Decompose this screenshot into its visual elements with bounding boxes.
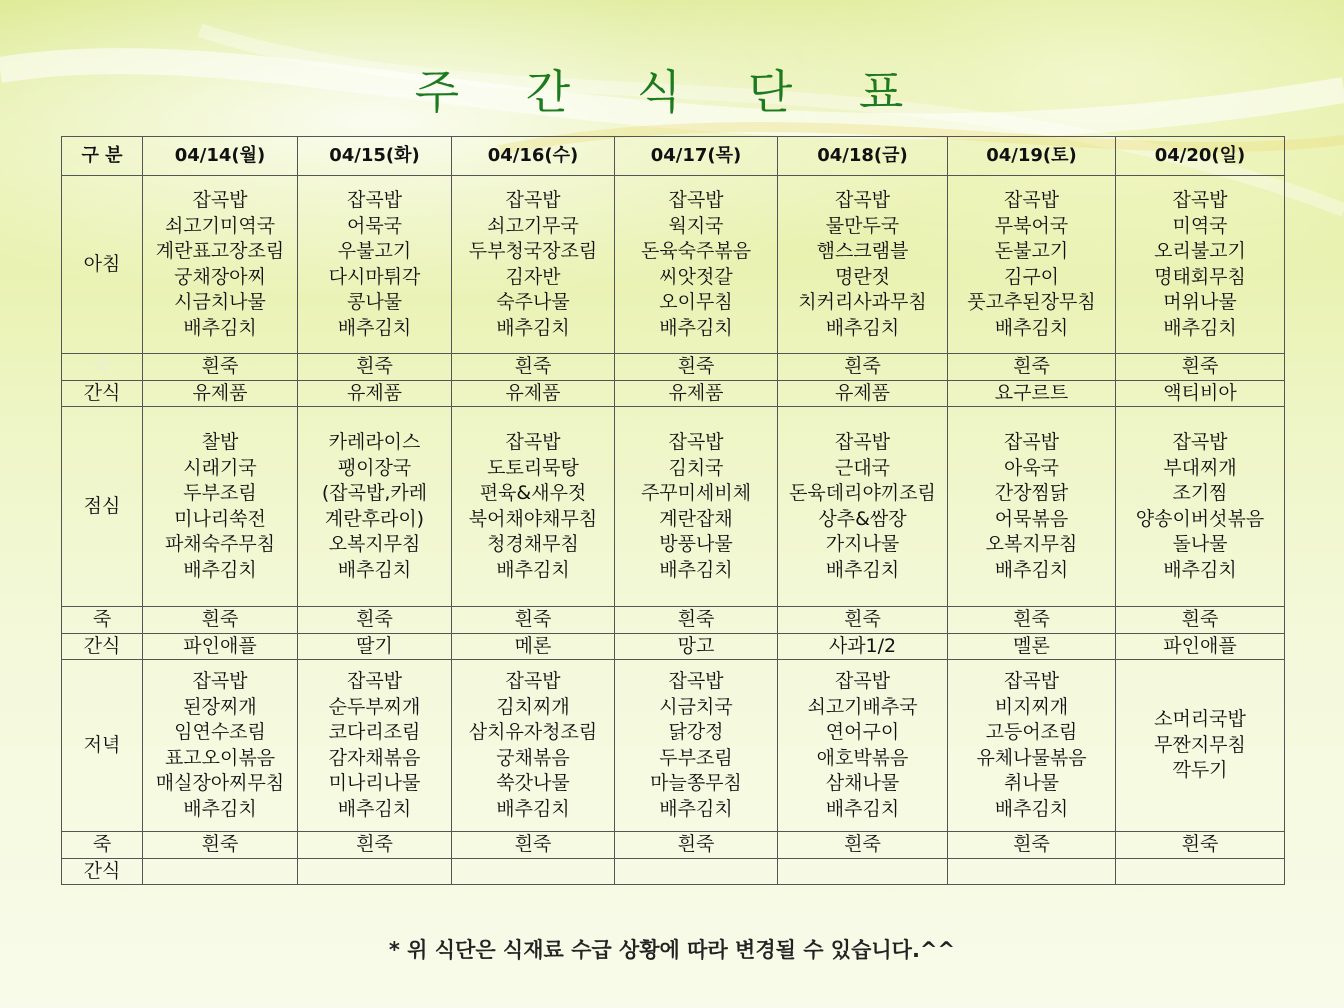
- menu-item: 상추&쌈장: [818, 507, 907, 530]
- menu-item: 돈육데리야끼조림: [789, 482, 936, 504]
- menu-item: 김치찌개: [496, 695, 570, 718]
- snack-cell: [143, 858, 298, 885]
- menu-item: 배추김치: [659, 316, 733, 339]
- menu-item: 잡곡밥: [346, 670, 403, 692]
- menu-cell: [143, 407, 298, 607]
- menu-item: 잡곡밥: [505, 431, 561, 453]
- porridge-cell: 흰죽: [298, 832, 452, 859]
- row-label-porridge: 죽: [62, 354, 143, 381]
- menu-item: 오리불고기: [1154, 240, 1246, 262]
- porridge-cell: 흰죽: [615, 832, 778, 859]
- menu-item: 배추김치: [337, 797, 412, 820]
- menu-cell: [778, 407, 948, 607]
- menu-item: 두부조림: [659, 746, 733, 769]
- menu-item: 잡곡밥: [834, 189, 891, 211]
- snack-cell: 액티비아: [1116, 380, 1285, 407]
- menu-cell: [298, 407, 452, 607]
- footnote: * 위 식단은 식재료 수급 상황에 따라 변경될 수 있습니다.^^: [388, 938, 956, 962]
- menu-item: 아욱국: [1003, 456, 1060, 479]
- menu-item: 돈육숙주볶음: [640, 240, 752, 262]
- menu-item: 카레라이스: [328, 431, 421, 453]
- menu-item: 어묵국: [346, 214, 403, 237]
- menu-item: 잡곡밥: [1003, 670, 1060, 692]
- menu-item: 웍지국: [668, 214, 724, 237]
- snack-cell: 딸기: [298, 633, 452, 660]
- menu-item: 배추김치: [496, 558, 570, 581]
- menu-item: 배추김치: [496, 797, 570, 820]
- menu-cell: [143, 660, 298, 832]
- snack-cell: 멜론: [948, 633, 1116, 660]
- menu-item: 잡곡밥: [1003, 431, 1060, 453]
- menu-item: 잡곡밥: [834, 431, 891, 453]
- snack-cell: 유제품: [778, 380, 948, 407]
- menu-item: 쇠고기배추국: [807, 695, 918, 718]
- day-header: 04/14(월): [143, 137, 298, 176]
- row-label-snack: 간식: [62, 633, 143, 660]
- menu-item: 계란표고장조림: [155, 240, 285, 262]
- menu-item: 잡곡밥: [1172, 431, 1228, 453]
- porridge-cell: 흰죽: [1116, 354, 1285, 381]
- menu-item: 우불고기: [337, 240, 412, 262]
- menu-item: 배추김치: [825, 797, 900, 820]
- porridge-cell: 흰죽: [298, 607, 452, 634]
- menu-item: 치커리사과무침: [798, 291, 927, 313]
- menu-cell: [948, 176, 1116, 354]
- menu-item: 배추김치: [994, 558, 1069, 581]
- porridge-cell: 흰죽: [778, 607, 948, 634]
- menu-item: 무북어국: [994, 214, 1069, 237]
- row-label-snack: 간식: [62, 380, 143, 407]
- menu-item: 명란젓: [834, 265, 891, 288]
- menu-item: 두부조림: [183, 482, 257, 504]
- menu-item: 연어구이: [825, 721, 900, 743]
- porridge-cell: 흰죽: [615, 607, 778, 634]
- menu-item: 씨앗젓갈: [659, 265, 733, 288]
- row-label-lunch: 점심: [62, 407, 143, 607]
- menu-item: 주꾸미세비체: [640, 482, 752, 504]
- porridge-cell: 흰죽: [948, 607, 1116, 634]
- menu-item: 김치국: [668, 456, 724, 479]
- menu-item: 오이무침: [659, 291, 733, 313]
- porridge-cell: 흰죽: [143, 832, 298, 859]
- menu-item: 오복지무침: [328, 533, 421, 555]
- menu-item: 잡곡밥: [1172, 189, 1228, 211]
- menu-item: 시래기국: [183, 456, 257, 479]
- breakfast-row: [62, 176, 1285, 354]
- menu-item: 미역국: [1172, 214, 1228, 237]
- porridge-cell: 흰죽: [1116, 832, 1285, 859]
- menu-cell: [452, 660, 615, 832]
- menu-item: 쇠고기미역국: [164, 214, 276, 237]
- menu-item: 잡곡밥: [192, 189, 248, 211]
- menu-item: 미나리나물: [328, 772, 421, 794]
- menu-item: 배추김치: [337, 316, 412, 339]
- menu-item: 배추김치: [994, 316, 1069, 339]
- menu-item: 배추김치: [1163, 558, 1237, 581]
- menu-item: 김자반: [505, 265, 561, 288]
- menu-item: 무짠지무침: [1154, 733, 1246, 756]
- day-header: 04/17(목): [615, 137, 778, 176]
- menu-item: 청경채무침: [487, 533, 579, 555]
- menu-item: 비지찌개: [994, 695, 1069, 718]
- menu-item: 잡곡밥: [668, 431, 724, 453]
- menu-item: 조기찜: [1172, 482, 1228, 504]
- menu-item: 배추김치: [994, 797, 1069, 820]
- menu-cell: [948, 660, 1116, 832]
- menu-item: 돈불고기: [994, 240, 1069, 262]
- snack-cell: 유제품: [143, 380, 298, 407]
- porridge-cell: 흰죽: [948, 832, 1116, 859]
- menu-item: 잡곡밥: [505, 670, 561, 692]
- dinner-snack-row: [62, 858, 1285, 885]
- menu-item: 계란후라이): [324, 507, 425, 530]
- menu-item: 간장찜닭: [994, 482, 1069, 504]
- menu-item: 편육&새우젓: [479, 482, 587, 504]
- snack-cell: 유제품: [615, 380, 778, 407]
- header-label: 구 분: [62, 137, 143, 176]
- porridge-cell: 흰죽: [615, 354, 778, 381]
- page-title: 주 간 식 단 표: [414, 65, 930, 119]
- menu-item: 배추김치: [825, 558, 900, 581]
- menu-item: 오복지무침: [985, 533, 1078, 555]
- breakfast-snack-row: [62, 380, 1285, 407]
- menu-item: 숙주나물: [496, 291, 570, 313]
- menu-cell: [452, 176, 615, 354]
- menu-item: 배추김치: [183, 558, 257, 581]
- header-row: [62, 137, 1285, 176]
- menu-cell: [615, 407, 778, 607]
- menu-item: 콩나물: [346, 291, 403, 313]
- menu-item: 유체나물볶음: [976, 746, 1087, 769]
- day-header: 04/16(수): [452, 137, 615, 176]
- menu-item: 애호박볶음: [816, 746, 909, 769]
- menu-item: 깍두기: [1172, 759, 1228, 782]
- menu-item: 매실장아찌무침: [155, 772, 285, 794]
- menu-item: 잡곡밥: [192, 670, 248, 692]
- menu-item: 배추김치: [1163, 316, 1237, 339]
- porridge-cell: 흰죽: [778, 354, 948, 381]
- menu-item: 고등어조림: [985, 721, 1078, 743]
- menu-item: 잡곡밥: [346, 189, 403, 211]
- menu-item: 풋고추된장무침: [967, 291, 1096, 313]
- menu-item: 미나리쑥전: [174, 507, 266, 530]
- menu-item: 잡곡밥: [505, 189, 561, 211]
- snack-cell: 메론: [452, 633, 615, 660]
- porridge-cell: 흰죽: [452, 354, 615, 381]
- menu-item: 물만두국: [825, 214, 900, 237]
- porridge-cell: 흰죽: [778, 832, 948, 859]
- menu-item: 김구이: [1003, 265, 1060, 288]
- snack-cell: 요구르트: [948, 380, 1116, 407]
- menu-cell: [298, 176, 452, 354]
- menu-item: 두부청국장조림: [468, 240, 598, 262]
- porridge-cell: 흰죽: [298, 354, 452, 381]
- menu-item: 근대국: [834, 456, 891, 479]
- snack-cell: [778, 858, 948, 885]
- menu-item: 궁채볶음: [496, 746, 570, 769]
- menu-item: 머위나물: [1163, 291, 1237, 313]
- menu-item: 시금치국: [659, 695, 733, 718]
- menu-cell: [298, 660, 452, 832]
- menu-item: 소머리국밥: [1154, 708, 1246, 731]
- dinner-porridge-row: [62, 832, 1285, 859]
- day-header: 04/18(금): [778, 137, 948, 176]
- snack-cell: [298, 858, 452, 885]
- row-label-snack: 간식: [62, 858, 143, 885]
- menu-item: 쇠고기무국: [487, 214, 579, 237]
- snack-cell: [948, 858, 1116, 885]
- menu-item: 파채숙주무침: [164, 533, 276, 555]
- menu-item: 가지나물: [825, 533, 900, 555]
- porridge-cell: 흰죽: [143, 354, 298, 381]
- menu-item: 감자채볶음: [328, 746, 421, 769]
- menu-item: 햄스크램블: [816, 240, 909, 262]
- row-label-porridge: 죽: [62, 832, 143, 859]
- porridge-cell: 흰죽: [452, 832, 615, 859]
- menu-cell: [778, 660, 948, 832]
- menu-cell: [452, 407, 615, 607]
- menu-item: 마늘쫑무침: [650, 772, 742, 794]
- menu-item: 취나물: [1003, 772, 1060, 794]
- menu-item: 배추김치: [659, 797, 733, 820]
- snack-cell: [615, 858, 778, 885]
- menu-item: 북어채야채무침: [468, 507, 598, 530]
- snack-cell: 파인애플: [143, 633, 298, 660]
- menu-item: 잡곡밥: [1003, 189, 1060, 211]
- snack-cell: 유제품: [452, 380, 615, 407]
- menu-cell: [143, 176, 298, 354]
- menu-item: 양송이버섯볶음: [1135, 507, 1265, 530]
- row-label-breakfast: 아침: [62, 176, 143, 354]
- menu-item: 배추김치: [496, 316, 570, 339]
- menu-item: 돌나물: [1172, 533, 1228, 555]
- menu-item: 팽이장국: [337, 456, 412, 479]
- snack-cell: [1116, 858, 1285, 885]
- menu-cell: [778, 176, 948, 354]
- menu-item: 배추김치: [183, 316, 257, 339]
- menu-item: 순두부찌개: [328, 695, 421, 718]
- menu-item: 삼채나물: [825, 772, 900, 794]
- menu-item: 닭강정: [668, 721, 724, 743]
- lunch-snack-row: [62, 633, 1285, 660]
- menu-item: 방풍나물: [659, 533, 733, 555]
- menu-item: 잡곡밥: [834, 670, 891, 692]
- menu-item: 삼치유자청조림: [468, 721, 598, 743]
- menu-item: 명태회무침: [1154, 265, 1246, 288]
- porridge-cell: 흰죽: [1116, 607, 1285, 634]
- menu-item: 궁채장아찌: [174, 265, 266, 288]
- snack-cell: 망고: [615, 633, 778, 660]
- menu-item: 된장찌개: [183, 695, 257, 718]
- porridge-cell: 흰죽: [452, 607, 615, 634]
- dinner-row: [62, 660, 1285, 832]
- menu-item: 코다리조림: [328, 721, 421, 743]
- menu-cell: [948, 407, 1116, 607]
- snack-cell: 파인애플: [1116, 633, 1285, 660]
- menu-item: 배추김치: [825, 316, 900, 339]
- menu-item: 찰밥: [201, 431, 239, 453]
- menu-cell: [1116, 660, 1285, 832]
- day-header: 04/15(화): [298, 137, 452, 176]
- lunch-porridge-row: [62, 607, 1285, 634]
- menu-item: 표고오이볶음: [164, 746, 276, 769]
- snack-cell: [452, 858, 615, 885]
- menu-item: 쑥갓나물: [496, 772, 570, 794]
- menu-item: 부대찌개: [1163, 456, 1237, 479]
- menu-cell: [615, 176, 778, 354]
- menu-item: 시금치나물: [174, 291, 266, 313]
- menu-item: 어묵볶음: [994, 507, 1069, 530]
- menu-item: 임연수조림: [174, 721, 266, 743]
- menu-cell: [1116, 176, 1285, 354]
- menu-item: 잡곡밥: [668, 189, 724, 211]
- porridge-cell: 흰죽: [948, 354, 1116, 381]
- menu-item: 계란잡채: [659, 507, 733, 530]
- day-header: 04/20(일): [1116, 137, 1285, 176]
- menu-item: (잡곡밥,카레: [321, 482, 428, 504]
- menu-item: 잡곡밥: [668, 670, 724, 692]
- menu-cell: [615, 660, 778, 832]
- menu-table: [61, 136, 1285, 885]
- menu-item: 배추김치: [183, 797, 257, 820]
- row-label-dinner: 저녁: [62, 660, 143, 832]
- menu-cell: [1116, 407, 1285, 607]
- menu-item: 배추김치: [659, 558, 733, 581]
- day-header: 04/19(토): [948, 137, 1116, 176]
- menu-item: 다시마튀각: [328, 265, 421, 288]
- porridge-cell: 흰죽: [143, 607, 298, 634]
- snack-cell: 사과1/2: [778, 633, 948, 660]
- breakfast-porridge-row: [62, 354, 1285, 381]
- lunch-row: [62, 407, 1285, 607]
- snack-cell: 유제품: [298, 380, 452, 407]
- row-label-porridge: 죽: [62, 607, 143, 634]
- menu-item: 도토리묵탕: [487, 456, 579, 479]
- menu-item: 배추김치: [337, 558, 412, 581]
